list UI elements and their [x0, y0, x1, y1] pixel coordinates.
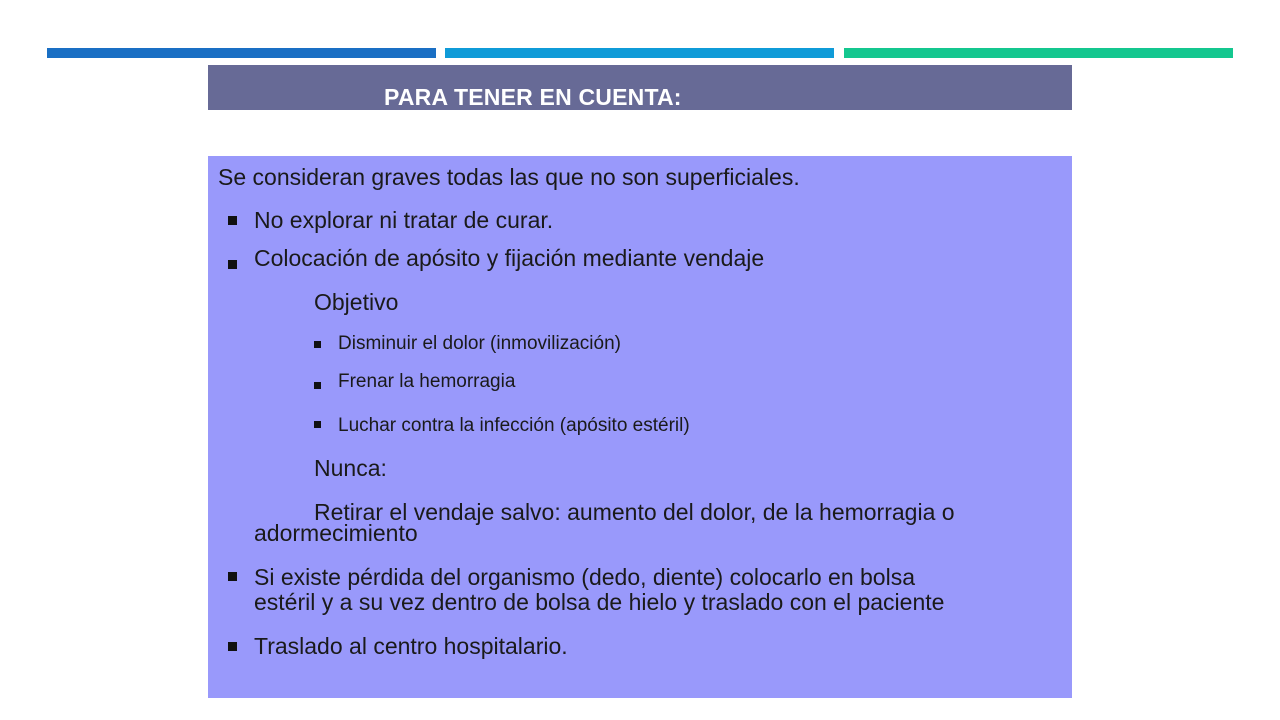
never-text: Retirar el vendaje salvo: aumento del dolor, de la hemorragia o	[314, 499, 955, 525]
square-bullet-icon	[228, 260, 237, 269]
list-item: Traslado al centro hospitalario.	[254, 633, 568, 659]
objective-item: Luchar contra la infección (apósito estéril)	[338, 415, 690, 436]
list-item: Si existe pérdida del organismo (dedo, diente) colocarlo en bolsa	[254, 564, 916, 590]
intro-text: Se consideran graves todas las que no son superficiales.	[218, 164, 800, 190]
objective-item: Frenar la hemorragia	[338, 371, 516, 392]
list-item: Colocación de apósito y fijación mediante vendaje	[254, 245, 765, 271]
objective-item: Disminuir el dolor (inmovilización)	[338, 333, 621, 354]
slide-title: PARA TENER EN CUENTA:	[384, 84, 682, 110]
accent-bar-blue	[47, 48, 436, 58]
title-banner	[208, 65, 1072, 110]
content-panel	[208, 156, 1072, 698]
accent-bar-green	[844, 48, 1233, 58]
square-bullet-icon	[228, 216, 237, 225]
never-text-continuation: adormecimiento	[254, 520, 418, 546]
square-bullet-icon	[228, 572, 237, 581]
never-heading: Nunca:	[314, 455, 387, 481]
objective-heading: Objetivo	[314, 289, 399, 315]
square-bullet-icon	[314, 421, 321, 428]
accent-bar-light-blue	[445, 48, 834, 58]
list-item-continuation: estéril y a su vez dentro de bolsa de hielo y traslado con el paciente	[254, 589, 945, 615]
square-bullet-icon	[228, 642, 237, 651]
list-item: No explorar ni tratar de curar.	[254, 207, 554, 233]
square-bullet-icon	[314, 382, 321, 389]
square-bullet-icon	[314, 341, 321, 348]
